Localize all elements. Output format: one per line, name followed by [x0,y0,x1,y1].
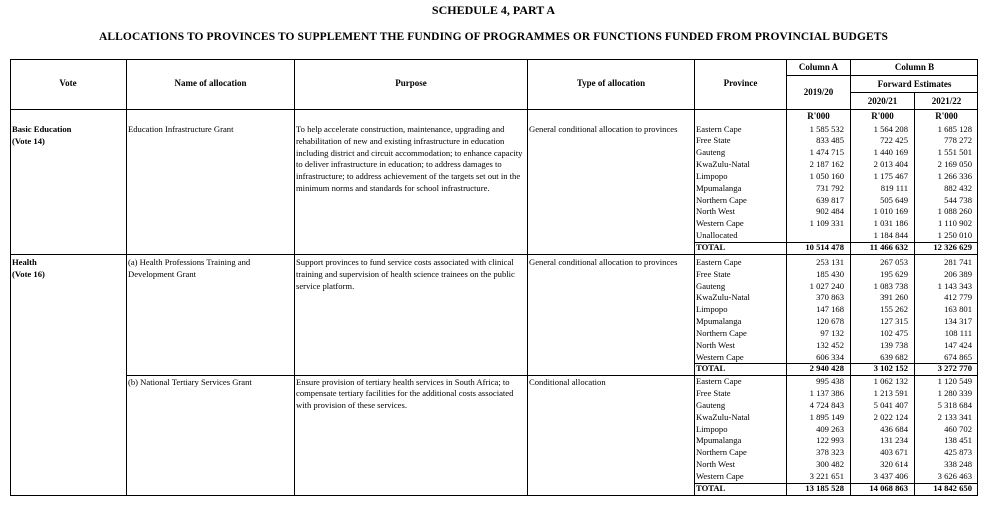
total-rule-top [694,483,978,484]
value-2020-21: 14 068 863 [869,482,908,493]
value-2021-22: 14 842 650 [933,482,972,493]
value-2021-22: 778 272 [944,135,972,146]
province-name: Gauteng [696,399,726,410]
value-2021-22: 147 424 [944,339,972,350]
value-2019-20: 132 452 [816,339,844,350]
value-2020-21: 1 440 169 [873,147,908,158]
province-name: Limpopo [696,304,728,315]
value-2019-20: 300 482 [816,459,844,470]
value-2020-21: 1 175 467 [873,170,908,181]
vote-label: Basic Education (Vote 14) [12,124,72,146]
value-2020-21: 131 234 [880,435,908,446]
province-name: Mpumalanga [696,316,742,327]
value-2020-21: 1 062 132 [873,376,908,387]
value-2019-20: 1 137 386 [809,388,844,399]
header-year-b2: 2021/22 [931,96,962,106]
value-2020-21: 155 262 [880,304,908,315]
allocation-name: (b) National Tertiary Services Grant [128,376,252,387]
col-divider-name [294,59,295,496]
header-rule-columns [786,75,978,76]
value-2021-22: 1 143 343 [937,280,972,291]
header-rule-forward [850,92,978,93]
value-2019-20: 4 724 843 [809,399,844,410]
header-province: Province [723,78,758,88]
value-2019-20: 1 474 715 [809,147,844,158]
province-name: Mpumalanga [696,435,742,446]
value-2021-22: 460 702 [944,423,972,434]
value-2021-22: 1 250 010 [937,230,972,241]
province-name: TOTAL [696,482,726,493]
value-2019-20: 13 185 528 [805,482,844,493]
value-2020-21: 195 629 [880,268,908,279]
value-2020-21: 505 649 [880,194,908,205]
value-2020-21: 1 184 844 [873,230,908,241]
province-name: TOTAL [696,242,726,252]
province-name: Free State [696,268,731,279]
province-name: Free State [696,135,731,146]
value-2021-22: 544 738 [944,194,972,205]
value-2020-21: 11 466 632 [869,242,908,252]
value-2021-22: 12 326 629 [933,242,972,252]
value-2021-22: 1 280 339 [937,388,972,399]
province-name: Free State [696,388,731,399]
value-2020-21: 5 041 407 [873,399,908,410]
value-2020-21: 267 053 [880,256,908,267]
schedule-title: SCHEDULE 4, PART A [431,3,556,17]
province-name: Eastern Cape [696,256,742,267]
value-2019-20: 2 940 428 [809,363,844,374]
province-name: TOTAL [696,363,726,374]
province-name: Northern Cape [696,327,747,338]
value-2021-22: 1 266 336 [937,170,972,181]
value-2021-22: 3 626 463 [937,471,972,481]
value-2021-22: 163 801 [944,304,972,315]
allocation-purpose: Ensure provision of tertiary health services in South Africa; to compensate tertiary facilities for the additional costs associated with provision of these services. [296,376,514,411]
province-name: Gauteng [696,280,726,291]
value-2021-22: 206 389 [944,268,972,279]
value-2021-22: 425 873 [944,447,972,458]
value-2019-20: 253 131 [816,256,844,267]
province-name: Northern Cape [696,447,747,458]
value-2020-21: 127 315 [880,316,908,327]
province-name: KwaZulu-Natal [696,292,750,303]
value-2021-22: 1 088 260 [937,206,972,217]
value-2019-20: 1 895 149 [809,411,844,422]
header-vote: Vote [59,78,77,88]
province-name: Northern Cape [696,194,747,205]
header-type: Type of allocation [576,78,646,88]
value-2020-21: 403 671 [880,447,908,458]
value-2019-20: 833 485 [816,135,844,146]
value-2019-20: 378 323 [816,447,844,458]
value-2020-21: 139 738 [880,339,908,350]
value-2021-22: 338 248 [944,459,972,470]
col-divider-vote [126,59,127,496]
value-2020-21: 639 682 [880,351,908,362]
province-name: KwaZulu-Natal [696,411,750,422]
unit-column-b1: R'000 [871,111,894,121]
schedule-subtitle: ALLOCATIONS TO PROVINCES TO SUPPLEMENT THE FUNDING OF PROGRAMMES OR FUNCTIONS FUNDED FROM PROVINCIAL BUDGETS [98,31,889,43]
province-name: Mpumalanga [696,182,742,193]
value-2021-22: 674 865 [944,351,972,362]
total-rule-bottom [694,495,978,496]
value-2019-20: 97 132 [820,327,844,338]
province-name: Eastern Cape [696,123,742,134]
province-name: Western Cape [696,471,744,481]
value-2020-21: 1 213 591 [873,388,908,399]
section-divider [10,254,978,255]
province-name: North West [696,206,736,217]
value-2021-22: 108 111 [944,327,972,338]
province-name: North West [696,339,736,350]
province-name: Limpopo [696,170,728,181]
province-name: Limpopo [696,423,728,434]
value-2021-22: 3 272 770 [937,363,972,374]
col-divider-type [694,59,695,496]
value-2020-21: 3 102 152 [873,363,908,374]
total-rule-top [694,363,978,364]
value-2020-21: 320 614 [880,459,908,470]
value-2019-20: 1 585 532 [809,123,844,134]
value-2021-22: 2 133 341 [937,411,972,422]
value-2021-22: 281 741 [944,256,972,267]
total-rule-top [694,242,978,243]
header-rule-bottom [10,109,978,110]
value-2021-22: 5 318 684 [937,399,972,410]
allocation-purpose: Support provinces to fund service costs associated with clinical training and supervision of health science trainees on the public service platform. [296,257,515,291]
value-2020-21: 819 111 [880,182,908,193]
value-2021-22: 138 451 [944,435,972,446]
province-name: Gauteng [696,147,726,158]
value-2019-20: 370 863 [816,292,844,303]
allocation-type: General conditional allocation to provinces [529,257,678,268]
value-2019-20: 3 221 651 [809,471,844,481]
value-2020-21: 1 031 186 [873,218,908,229]
value-2019-20: 2 187 162 [809,159,844,170]
value-2020-21: 1 083 738 [873,280,908,291]
header-year-a: 2019/20 [803,87,834,97]
value-2019-20: 10 514 478 [805,242,844,252]
value-2019-20: 122 993 [816,435,844,446]
province-name: Eastern Cape [696,376,742,387]
value-2020-21: 1 564 208 [873,123,908,134]
value-2021-22: 1 685 128 [937,123,972,134]
value-2020-21: 3 437 406 [873,471,908,481]
allocation-name: (a) Health Professions Training and Development Grant [128,257,251,280]
allocation-type: Conditional allocation [529,376,606,387]
value-2019-20: 731 792 [816,182,844,193]
value-2019-20: 409 263 [816,423,844,434]
value-2019-20: 185 430 [816,268,844,279]
value-2020-21: 102 475 [880,327,908,338]
unit-column-a: R'000 [807,111,830,121]
unit-column-b2: R'000 [935,111,958,121]
value-2021-22: 1 120 549 [937,376,972,387]
province-name: Western Cape [696,218,744,229]
header-column-a: Column A [798,62,839,72]
header-column-b: Column B [894,62,935,72]
value-2021-22: 1 551 501 [937,147,972,158]
header-year-b1: 2020/21 [867,96,898,106]
col-divider-purpose [527,59,528,496]
value-2021-22: 882 432 [944,182,972,193]
value-2021-22: 134 317 [944,316,972,327]
province-name: KwaZulu-Natal [696,159,750,170]
value-2019-20: 1 109 331 [809,218,844,229]
value-2020-21: 1 010 169 [873,206,908,217]
allocation-purpose: To help accelerate construction, maintenance, upgrading and rehabilitation of new and existing infrastructure in education including district and circuit accommodation; to enhance capacity to deliver infrastructure in education; to address damages to infrastructure; to address achievement of the targets set out in the minimum norms and standards for school infrastructure. [296,124,523,193]
header-name: Name of allocation [174,78,247,88]
value-2020-21: 436 684 [880,423,908,434]
province-name: North West [696,459,736,470]
value-2019-20: 120 678 [816,316,844,327]
value-2019-20: 639 817 [816,194,844,205]
value-2020-21: 391 260 [880,292,908,303]
header-forward-estimates: Forward Estimates [877,79,952,89]
value-2021-22: 2 169 050 [937,159,972,170]
province-name: Unallocated [696,230,738,241]
value-2021-22: 1 110 902 [937,218,972,229]
value-2019-20: 147 168 [816,304,844,315]
value-2019-20: 995 438 [816,376,844,387]
value-2020-21: 2 013 404 [873,159,908,170]
value-2020-21: 2 022 124 [873,411,908,422]
allocation-name: Education Infrastructure Grant [128,124,234,134]
vote-label: Health (Vote 16) [12,257,45,280]
value-2019-20: 606 334 [816,351,844,362]
allocation-type: General conditional allocation to provinces [529,124,678,134]
value-2021-22: 412 779 [944,292,972,303]
value-2019-20: 902 484 [816,206,844,217]
province-name: Western Cape [696,351,744,362]
header-purpose: Purpose [395,78,427,88]
value-2020-21: 722 425 [880,135,908,146]
value-2019-20: 1 050 160 [809,170,844,181]
value-2019-20: 1 027 240 [809,280,844,291]
